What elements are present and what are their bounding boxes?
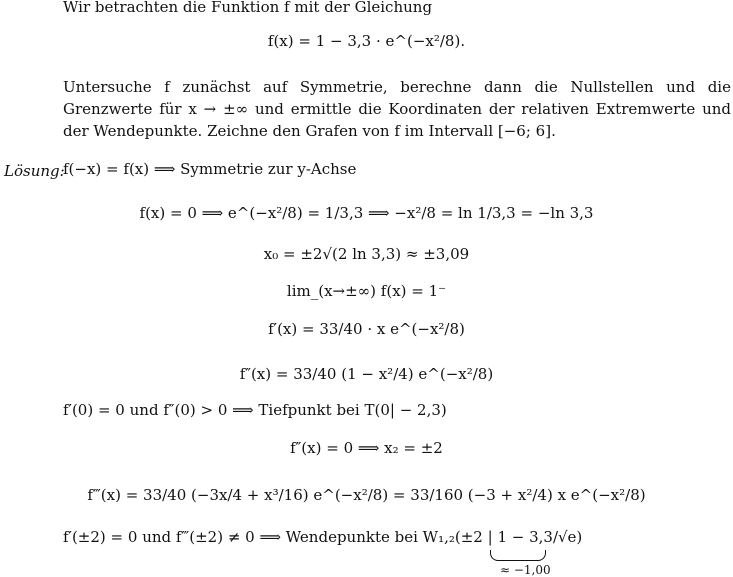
intro-equation-text: f(x) = 1 − 3,3 · e^(−x²/8). xyxy=(267,32,466,50)
inflection-equation: f″(x) = 0 ⟹ x₂ = ±2 xyxy=(290,439,443,457)
symmetry-line: f(−x) = f(x) ⟹ Symmetrie zur y-Achse xyxy=(63,160,357,178)
inflection-approx: ≈ −1,00 xyxy=(500,563,551,577)
intro-equation xyxy=(0,34,733,49)
inflection-line: f′(±2) = 0 und f‴(±2) ≠ 0 ⟹ Wendepunkte bei W₁,₂(±2 | 1 − 3,3/√e) xyxy=(63,528,583,546)
zeros-line: x₀ = ±2√(2 ln 3,3) ≈ ±3,09 xyxy=(263,245,470,263)
second-derivative: f″(x) = 33/40 (1 − x²/4) e^(−x²/8) xyxy=(239,365,494,383)
limit-line: lim_(x→±∞) f(x) = 1⁻ xyxy=(286,282,447,300)
underbrace xyxy=(490,550,546,561)
third-derivative: f‴(x) = 33/40 (−3x/4 + x³/16) e^(−x²/8) = 33/160 (−3 + x²/4) x e^(−x²/8) xyxy=(87,486,646,504)
task-paragraph: Untersuche f zunächst auf Symmetrie, berechne dann die Nullstellen und die Grenzwerte für x → ±∞ und ermittle die Koordinaten der relativen Extremwerte und der Wendepunkte. Zeichne den Grafen von f im Intervall [−6; 6]. xyxy=(63,78,731,140)
solution-label: Lösung: xyxy=(4,162,65,180)
minimum-line: f′(0) = 0 und f″(0) > 0 ⟹ Tiefpunkt bei T(0| − 2,3) xyxy=(63,401,447,419)
first-derivative: f′(x) = 33/40 · x e^(−x²/8) xyxy=(268,320,465,338)
zero-equation: f(x) = 0 ⟹ e^(−x²/8) = 1/3,3 ⟹ −x²/8 = ln 1/3,3 = −ln 3,3 xyxy=(139,204,594,222)
intro-line: Wir betrachten die Funktion f mit der Gleichung xyxy=(63,0,433,16)
